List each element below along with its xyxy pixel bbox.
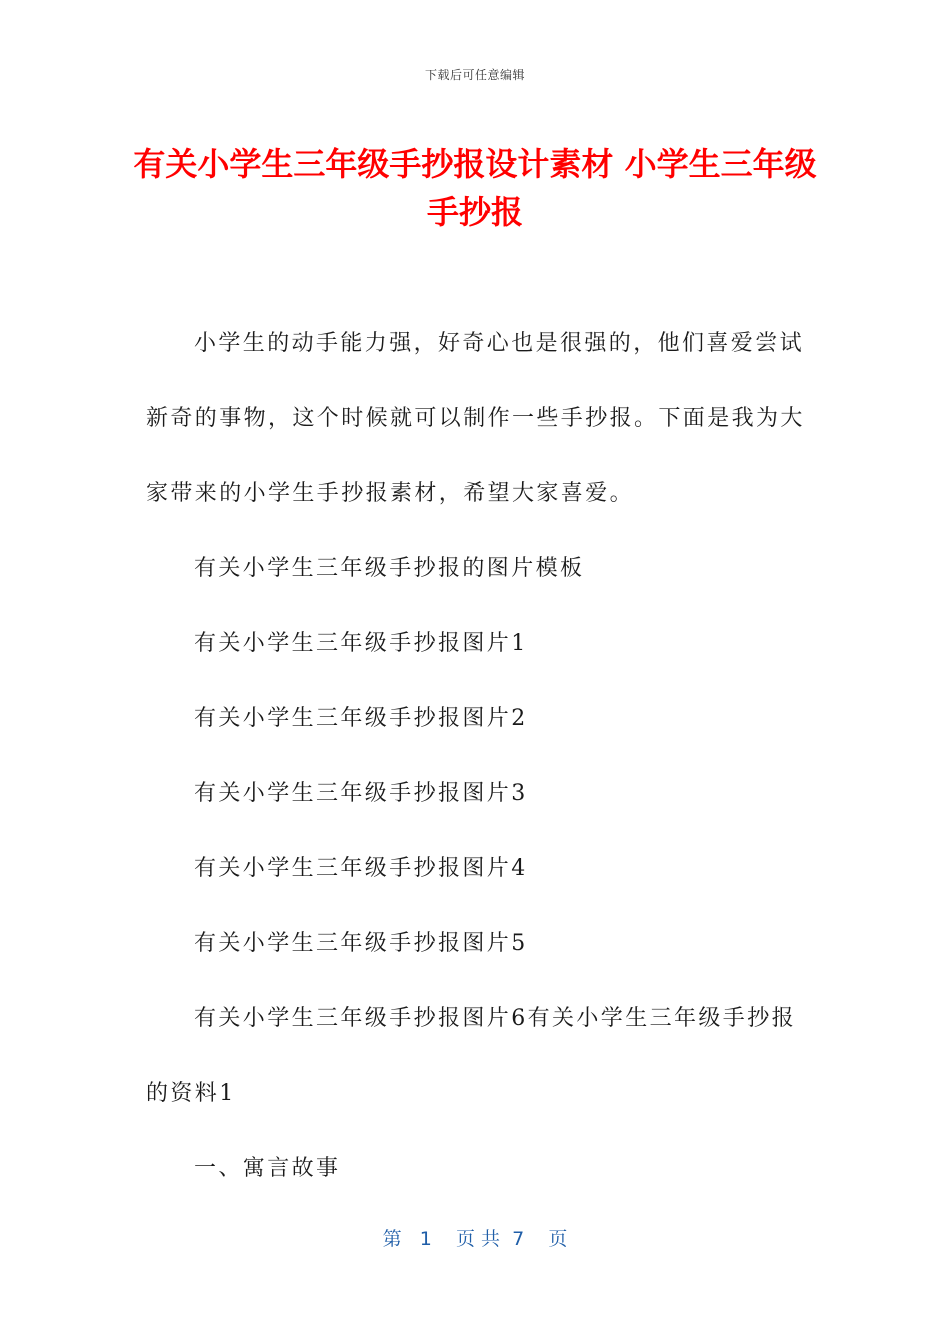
paragraph-template-heading: 有关小学生三年级手抄报的图片模板: [194, 556, 585, 581]
paragraph-image-1: 有关小学生三年级手抄报图片1: [194, 631, 528, 656]
page-footer: 第 1 页 共 7 页: [382, 1228, 568, 1250]
paragraph-image-5: 有关小学生三年级手抄报图片5: [194, 931, 528, 956]
paragraph-intro: 小学生的动手能力强，好奇心也是很强的，他们喜爱尝试新奇的事物，这个时候就可以制作一些手抄报。下面是我为大家带来的小学生手抄报素材，希望大家喜爱。: [146, 331, 805, 506]
paragraph-image-6-materials: 有关小学生三年级手抄报图片6有关小学生三年级手抄报的资料1: [146, 1006, 796, 1106]
paragraph-image-4: 有关小学生三年级手抄报图片4: [194, 856, 528, 881]
paragraph-image-3: 有关小学生三年级手抄报图片3: [194, 781, 528, 806]
document-body: [146, 306, 806, 1206]
header-note: 下载后可任意编辑: [424, 68, 525, 82]
section-heading-fables: 一、寓言故事: [194, 1156, 341, 1181]
paragraph-image-2: 有关小学生三年级手抄报图片2: [194, 706, 528, 731]
document-title: 有关小学生三年级手抄报设计素材 小学生三年级手抄报: [133, 145, 817, 231]
